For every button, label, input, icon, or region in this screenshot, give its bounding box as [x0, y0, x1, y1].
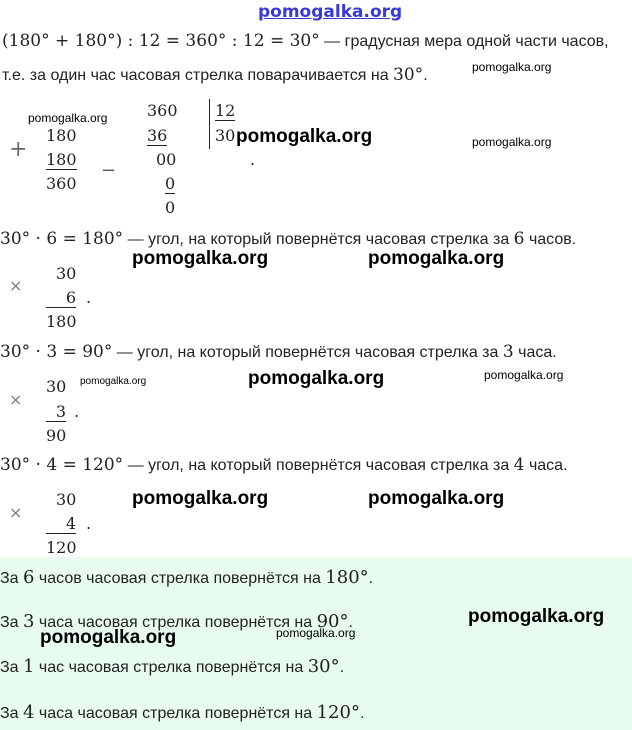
- mult-1-factor-a: 30: [56, 264, 77, 283]
- mult-3-expression: 30° · 4 = 120°: [0, 455, 124, 475]
- summary-text: часа часовая стрелка повернётся на: [34, 614, 317, 631]
- summary-line: [0, 702, 364, 723]
- mult-1-result: 180: [46, 312, 77, 331]
- summary-line: [0, 567, 373, 588]
- summary-line: [0, 656, 344, 677]
- summary-text: За: [0, 614, 24, 631]
- mult-3-line: [0, 455, 568, 475]
- summary-hours: 1: [23, 656, 35, 677]
- line-1: [2, 31, 609, 51]
- addend-2: 180: [46, 150, 77, 169]
- dividend: 360: [147, 101, 178, 120]
- mult-3-result: 120: [46, 538, 77, 557]
- addition-sum: 360: [46, 174, 77, 193]
- mult-2-line: [0, 342, 557, 362]
- summary-text: За: [0, 705, 24, 722]
- quotient: 30: [215, 126, 236, 145]
- times-sign: ×: [9, 503, 23, 522]
- mult-3-factor-b: 4: [46, 514, 76, 534]
- line-2-text: т.е. за один час часовая стрелка поварачивается на: [2, 67, 394, 84]
- watermark: pomogalka.org: [132, 488, 269, 509]
- mult-1-expression: 30° · 6 = 180°: [0, 229, 124, 249]
- mult-2-factor-a: 30: [46, 377, 67, 396]
- summary-degrees: 180°: [325, 567, 369, 588]
- summary-degrees: 30°: [307, 656, 340, 677]
- watermark: pomogalka.org: [472, 135, 552, 149]
- mult-2-text: — угол, на который повернётся часовая стрелка за: [112, 344, 503, 361]
- summary-hours: 4: [23, 702, 35, 723]
- summary-text: За: [0, 570, 24, 587]
- remainder-2: 0: [165, 198, 176, 217]
- division-dot: .: [250, 150, 256, 169]
- mult-1-dot: .: [86, 288, 92, 307]
- summary-end: .: [339, 659, 345, 676]
- mult-1-text-end: часов.: [524, 231, 577, 248]
- summary-degrees: 90°: [316, 611, 349, 632]
- line-2-value: 30°: [393, 65, 424, 85]
- watermark: pomogalka.org: [28, 111, 108, 125]
- mult-1-hours: 6: [513, 229, 525, 249]
- watermark: pomogalka.org: [472, 60, 552, 74]
- mult-3-factor-a: 30: [56, 490, 77, 509]
- summary-end: .: [359, 705, 365, 722]
- watermark: pomogalka.org: [132, 248, 269, 269]
- summary-hours: 3: [23, 611, 35, 632]
- subtrahend-2: 0: [165, 174, 176, 193]
- watermark: pomogalka.org: [276, 626, 356, 640]
- mult-1-line: [0, 229, 576, 249]
- mult-3-hours: 4: [513, 455, 525, 475]
- line-1-text: — градусная мера одной части часов,: [319, 33, 609, 50]
- watermark: pomogalka.org: [368, 488, 505, 509]
- mult-2-expression: 30° · 3 = 90°: [0, 342, 113, 362]
- summary-text: час часовая стрелка повернётся на: [34, 659, 308, 676]
- addend-1: 180: [46, 126, 77, 145]
- division-bar: [209, 99, 210, 149]
- watermark: pomogalka.org: [248, 368, 385, 389]
- summary-hours: 6: [23, 567, 35, 588]
- summary-box: [0, 557, 632, 730]
- mult-3-text: — угол, на который повернётся часовая стрелка за: [123, 457, 514, 474]
- summary-text: часа часовая стрелка повернётся на: [34, 705, 317, 722]
- watermark: pomogalka.org: [80, 376, 147, 387]
- divisor: 12: [215, 101, 236, 120]
- line-1-expression: (180° + 180°) : 12 = 360° : 12 = 30°: [2, 31, 320, 51]
- summary-end: .: [368, 570, 374, 587]
- summary-degrees: 120°: [316, 702, 360, 723]
- mult-1-text: — угол, на который повернётся часовая стрелка за: [123, 231, 514, 248]
- times-sign: ×: [9, 390, 23, 409]
- summary-text: За: [0, 659, 24, 676]
- plus-sign: +: [9, 137, 28, 162]
- watermark: pomogalka.org: [484, 368, 564, 382]
- watermark: pomogalka.org: [236, 126, 373, 147]
- mult-2-result: 90: [46, 426, 67, 445]
- remainder-1: 00: [156, 150, 177, 169]
- mult-3-text-end: часа.: [524, 457, 568, 474]
- watermark: pomogalka.org: [468, 606, 605, 627]
- watermark: pomogalka.org: [40, 627, 177, 648]
- line-2-end: .: [423, 67, 428, 84]
- mult-3-dot: .: [86, 514, 92, 533]
- mult-2-factor-b: 3: [46, 402, 66, 422]
- times-sign: ×: [9, 276, 23, 295]
- subtrahend-1: 36: [147, 126, 168, 145]
- mult-2-hours: 3: [502, 342, 514, 362]
- mult-2-text-end: часа.: [513, 344, 557, 361]
- summary-text: часов часовая стрелка повернётся на: [34, 570, 326, 587]
- summary-end: .: [348, 614, 353, 631]
- mult-1-factor-b: 6: [46, 288, 76, 308]
- watermark: pomogalka.org: [368, 248, 505, 269]
- watermark-top: pomogalka.org: [258, 2, 403, 22]
- mult-2-dot: .: [74, 402, 80, 421]
- minus-sign: −: [101, 160, 117, 181]
- line-2: [2, 65, 428, 85]
